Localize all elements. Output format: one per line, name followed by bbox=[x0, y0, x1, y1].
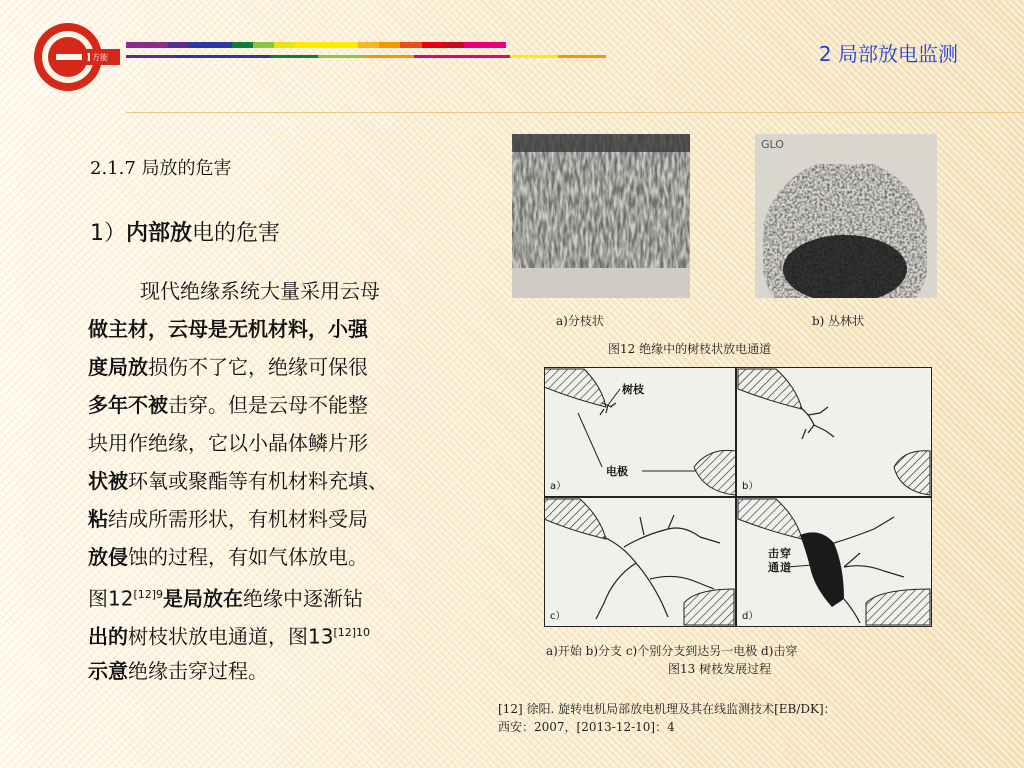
citation-sup-2: [12]10 bbox=[333, 626, 371, 639]
color-swatch bbox=[400, 42, 421, 48]
text-line-9: 绝缘中逐渐钻 bbox=[243, 586, 364, 611]
color-swatch bbox=[168, 42, 189, 48]
fig13-caption: a)开始 b)分支 c)个别分支到达另一电极 d)击穿 bbox=[546, 644, 798, 658]
color-line-segment bbox=[462, 55, 510, 58]
fig13-diagram bbox=[544, 367, 932, 627]
subsection-title bbox=[90, 216, 280, 247]
text-line-10-bold: 出的 bbox=[88, 624, 128, 649]
color-line-segment bbox=[174, 55, 222, 58]
section-title: 2.1.7 局放的危害 bbox=[90, 158, 232, 179]
page-header-title: 2 局部放电监测 bbox=[818, 42, 958, 66]
text-line-4: 击穿。但是云母不能整 bbox=[168, 393, 368, 417]
color-line-segment bbox=[222, 55, 270, 58]
color-swatch bbox=[295, 42, 316, 48]
color-swatch bbox=[358, 42, 379, 48]
fig12-title: 图12 绝缘中的树枝状放电通道 bbox=[608, 342, 772, 356]
color-swatch bbox=[337, 42, 358, 48]
color-line-segment bbox=[414, 55, 462, 58]
text-line-7-bold: 粘 bbox=[88, 507, 108, 531]
color-swatch bbox=[316, 42, 337, 48]
color-swatch bbox=[464, 42, 485, 48]
fig13-panel-a-label: a） bbox=[550, 481, 567, 492]
fig12b-caption: b) 丛林状 bbox=[812, 314, 865, 328]
color-swatch bbox=[189, 42, 210, 48]
color-swatch bbox=[443, 42, 464, 48]
text-line-6: 环氧或聚酯等有机材料充填、 bbox=[128, 469, 388, 493]
reference-line-1: [12] 徐阳. 旋转电机局部放电机理及其在线监测技术[EB/DK]： bbox=[498, 702, 836, 716]
fig13-label-breakdown: 击穿通道 bbox=[768, 547, 791, 574]
text-line-5: 块用作绝缘，它以小晶体鳞片形 bbox=[88, 431, 368, 455]
fig13-label-electrode: 电极 bbox=[606, 465, 628, 478]
fig12a-caption: a)分枝状 bbox=[556, 314, 604, 328]
color-swatch bbox=[379, 42, 400, 48]
text-line-11: 绝缘击穿过程。 bbox=[128, 659, 268, 683]
fig13-label-tree: 树枝 bbox=[622, 383, 644, 396]
color-swatch bbox=[485, 42, 506, 48]
color-swatch bbox=[210, 42, 231, 48]
text-line-9-bold: 是局放在 bbox=[163, 586, 244, 611]
color-swatch bbox=[232, 42, 253, 48]
color-line-segment bbox=[126, 55, 174, 58]
fig12b-bush-photo bbox=[755, 134, 937, 298]
color-line-segment bbox=[558, 55, 606, 58]
color-swatch bbox=[126, 42, 147, 48]
fig12b-photo-text: GLO bbox=[761, 138, 784, 151]
color-swatch bbox=[274, 42, 295, 48]
text-line-11-bold: 示意 bbox=[88, 659, 128, 683]
color-swatch bbox=[147, 42, 168, 48]
company-logo bbox=[30, 18, 122, 96]
fig13-panel-b-label: b） bbox=[742, 481, 759, 492]
text-line-1: 现代绝缘系统大量采用云母 bbox=[140, 279, 380, 303]
color-line-segment bbox=[318, 55, 366, 58]
subsection-bold: 内部放 bbox=[126, 221, 193, 246]
text-line-8-bold: 放侵 bbox=[88, 545, 128, 569]
text-line-2: 做主材，云母是无机材料，小强 bbox=[88, 317, 368, 341]
color-line-segment bbox=[366, 55, 414, 58]
color-line-segment bbox=[510, 55, 558, 58]
reference-note bbox=[498, 700, 998, 736]
text-line-6-bold: 状被 bbox=[88, 469, 128, 493]
color-swatch bbox=[253, 42, 274, 48]
text-line-7: 结成所需形状，有机材料受局 bbox=[108, 507, 368, 531]
fig12-ref: 图12 bbox=[88, 586, 134, 611]
fig13-panel-c-label: c） bbox=[550, 611, 566, 622]
header-divider bbox=[126, 112, 1024, 113]
body-paragraph bbox=[88, 272, 460, 690]
subsection-rest: 电的危害 bbox=[192, 221, 281, 246]
fig13-title: 图13 树枝发展过程 bbox=[668, 662, 772, 676]
logo-text: 方能 bbox=[92, 53, 108, 62]
subsection-prefix: 1） bbox=[90, 221, 126, 246]
text-line-3: 损伤不了它，绝缘可保很 bbox=[148, 355, 368, 379]
fig12a-branch-photo bbox=[512, 134, 690, 298]
header-color-line bbox=[126, 55, 606, 58]
text-line-3-bold: 度局放 bbox=[88, 355, 148, 379]
text-line-8: 蚀的过程，有如气体放电。 bbox=[128, 545, 368, 569]
text-line-4-bold: 多年不被 bbox=[88, 393, 168, 417]
header-color-bar bbox=[126, 42, 506, 48]
text-line-10: 树枝状放电通道，图13 bbox=[128, 624, 334, 649]
reference-line-2: 西安：2007，[2013-12-10]：4 bbox=[498, 720, 675, 734]
citation-sup-1: [12]9 bbox=[133, 588, 164, 601]
fig13-panel-d-label: d） bbox=[742, 611, 759, 622]
color-line-segment bbox=[270, 55, 318, 58]
color-swatch bbox=[422, 42, 443, 48]
